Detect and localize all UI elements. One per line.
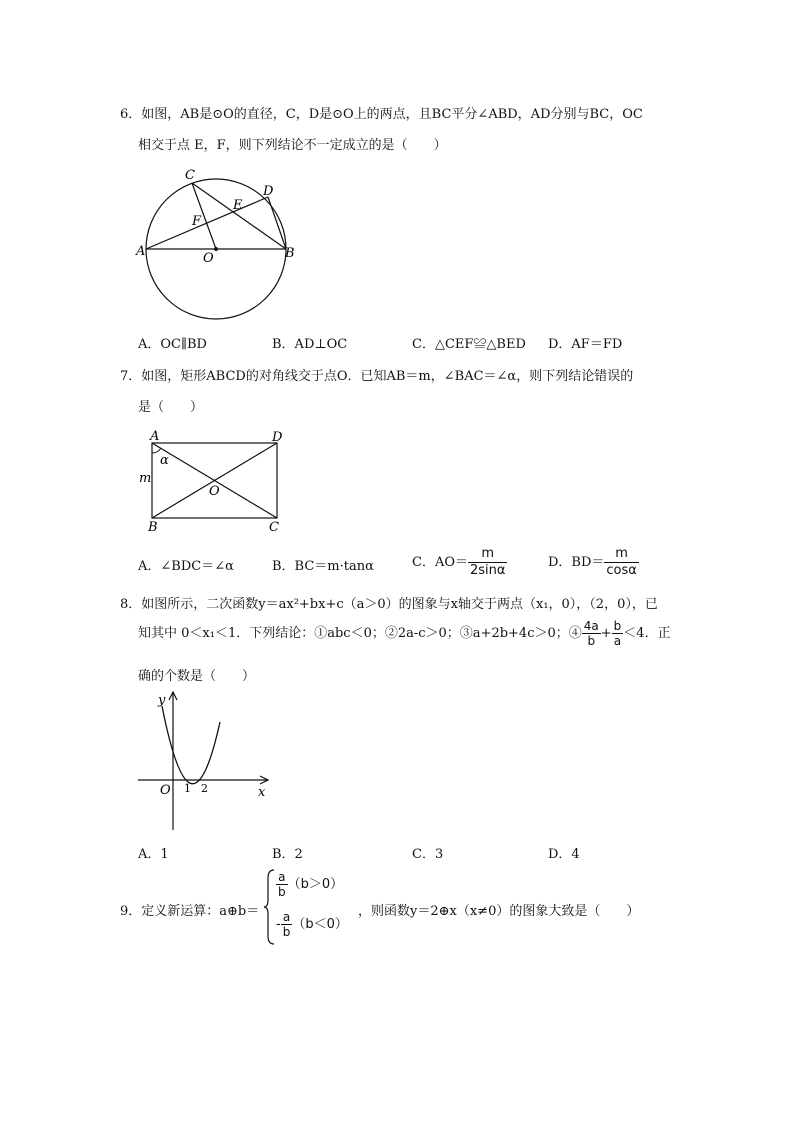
q9-case2-sign: - [276, 917, 281, 932]
q7-label-d: D [272, 430, 283, 445]
q8-parabola-figure [136, 688, 276, 833]
q7-option-c-denominator: 2sinα [470, 563, 506, 578]
q8-option-a: A．1 [138, 847, 169, 862]
q8-frac1-denominator: b [587, 634, 596, 648]
q8-label-y: y [158, 693, 166, 708]
q7-label-alpha: α [160, 453, 169, 468]
q8-label-o: O [160, 783, 171, 798]
q7-option-c-fraction [468, 546, 507, 579]
q7-stem-line2: 是（ ） [138, 400, 204, 415]
q8-stem-line3: 确的个数是（ ） [138, 669, 256, 684]
q6-option-d: D．AF＝FD [548, 337, 623, 352]
q9-case1-condition: （b＞0） [287, 877, 344, 892]
q7-rectangle-figure [136, 426, 296, 538]
q9-brace [264, 868, 276, 946]
q6-label-b: B [285, 246, 295, 261]
q6-center-point [214, 247, 218, 251]
q8-stem-line1: 8．如图所示，二次函数y＝ax²+bx+c（a＞0）的图象与x轴交于两点（x₁，0），（2，0），已 [120, 597, 658, 612]
q8-frac2-numerator: b [613, 619, 622, 633]
q9-case2-condition: （b＜0） [292, 917, 348, 932]
q6-label-e: E [233, 198, 243, 213]
q8-option-b: B．2 [272, 847, 303, 862]
q9-case1-denominator: b [278, 885, 286, 899]
q8-option-d: D．4 [548, 847, 580, 862]
q6-option-a: A．OC∥BD [138, 337, 207, 352]
q7-option-c-numerator: m [468, 546, 507, 563]
q7-label-b: B [148, 520, 158, 535]
q6-option-b: B．AD⊥OC [272, 337, 348, 352]
q8-fraction-4a-b [582, 619, 601, 648]
q8-stem-line2 [138, 619, 671, 648]
q8-option-c: C．3 [412, 847, 444, 862]
q9-case1-fraction [276, 870, 288, 899]
q8-label-one: 1 [184, 782, 191, 795]
q8-stem-line2-suffix: ＜4．正 [623, 626, 671, 641]
q8-label-two: 2 [201, 782, 208, 795]
q7-label-m: m [139, 471, 152, 486]
q9-case2-denominator: b [282, 925, 291, 939]
q6-option-c: C．△CEF≌△BED [412, 337, 526, 352]
q9-stem-prefix: 9．定义新运算：a⊕b＝ [120, 904, 260, 919]
q6-label-a: A [136, 244, 146, 259]
q9-case2 [276, 910, 348, 939]
q7-option-d [548, 546, 639, 579]
q7-stem-line1: 7．如图，矩形ABCD的对角线交于点O．已知AB＝m，∠BAC＝∠α，则下列结论错误的 [120, 369, 634, 384]
q8-plus: + [600, 626, 612, 641]
q8-stem-line2-prefix: 知其中 0＜x₁＜1．下列结论：①abc＜0；②2a-c＞0；③a+2b+4c＞0；④ [138, 626, 582, 641]
q6-label-d: D [263, 184, 274, 199]
q6-stem-line1: 6．如图，AB是⊙O的直径，C，D是⊙O上的两点，且BC平分∠ABD，AD分别与BC，OC [120, 107, 643, 122]
q8-frac2-denominator: a [613, 634, 622, 648]
q7-label-c: C [269, 520, 279, 535]
q9-case2-fraction [281, 910, 293, 939]
q6-circle-figure [132, 165, 302, 325]
q7-label-a: A [150, 429, 160, 444]
q7-option-c-prefix: C．AO＝ [412, 555, 468, 570]
q6-label-c: C [185, 168, 195, 183]
q7-option-b: B．BC＝m·tanα [272, 559, 374, 574]
q9-stem-suffix: ，则函数y＝2⊕x（x≠0）的图象大致是（ ） [358, 904, 640, 919]
q8-fraction-b-a [612, 619, 624, 648]
q6-stem-line2: 相交于点 E，F，则下列结论不一定成立的是（ ） [138, 138, 447, 153]
q9-case1-numerator: a [276, 870, 288, 885]
q7-label-o: O [209, 484, 220, 499]
q7-option-d-fraction [604, 546, 638, 579]
q6-label-o: O [203, 251, 214, 266]
q6-seg-db [268, 197, 286, 249]
q7-option-c [412, 546, 507, 579]
q8-frac1-numerator: 4a [583, 619, 599, 633]
q7-option-d-numerator: m [604, 546, 638, 563]
q9-case1 [276, 870, 343, 899]
q7-option-d-denominator: cosα [606, 563, 637, 578]
q7-option-a: A．∠BDC＝∠α [138, 559, 234, 574]
q9-case2-numerator: a [281, 910, 293, 925]
q7-option-d-prefix: D．BD＝ [548, 555, 605, 570]
q8-parabola-curve [162, 706, 220, 784]
q6-label-f: F [192, 214, 202, 229]
q8-label-x: x [258, 785, 266, 800]
